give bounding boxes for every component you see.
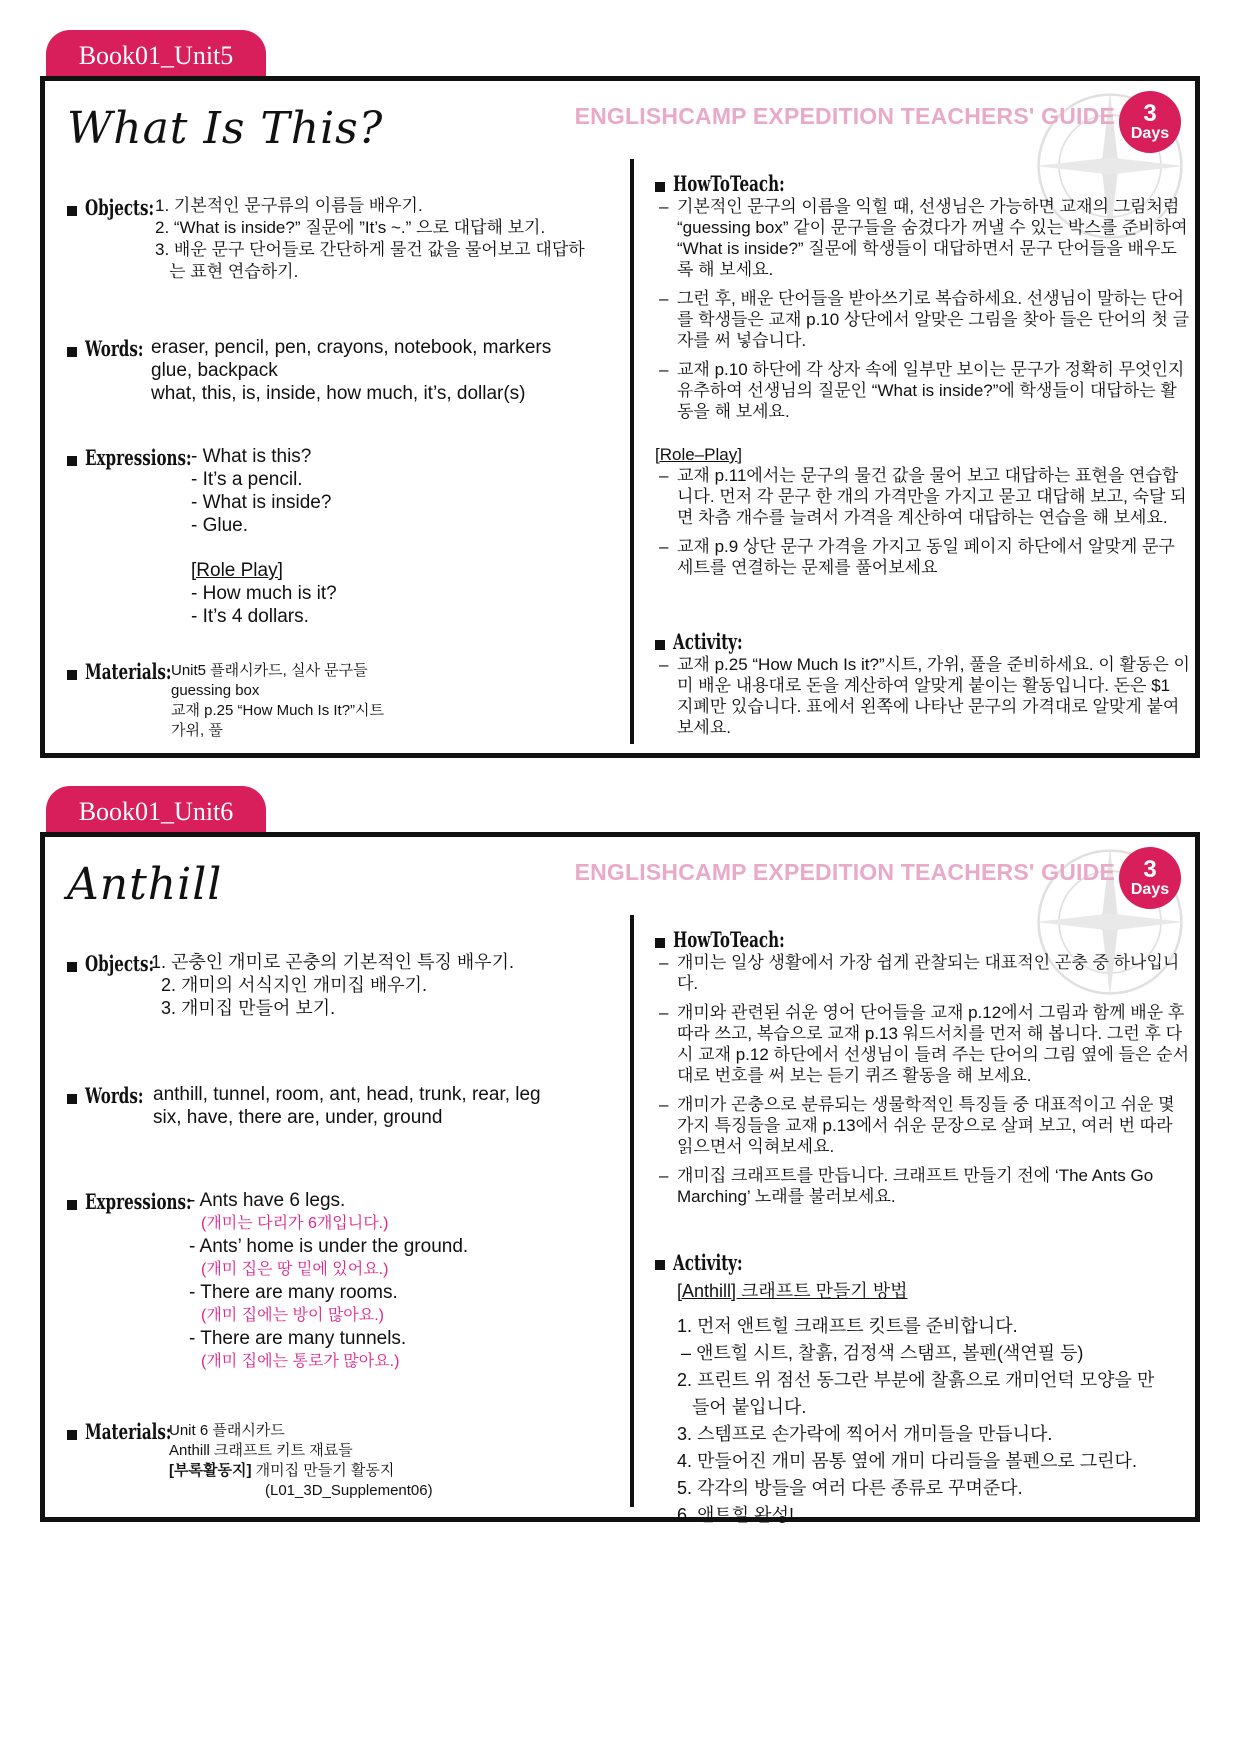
bullet-icon <box>67 206 77 216</box>
words-line: six, have, there are, under, ground <box>153 1107 443 1128</box>
expression-line: - It’s 4 dollars. <box>191 606 309 627</box>
expressions-label: Expressions: <box>85 445 192 470</box>
materials-line: 가위, 풀 <box>171 722 223 739</box>
expressions-label: Expressions: <box>85 1189 192 1214</box>
materials-label: Materials: <box>85 659 172 684</box>
bullet-icon <box>655 640 665 650</box>
activity-step: 1. 먼저 앤트힐 크래프트 킷트를 준비합니다. <box>677 1316 1018 1336</box>
list-item: – 그런 후, 배운 단어들을 받아쓰기로 복습하세요. 선생님이 말하는 단어를 학생들은 교재 p.10 상단에서 알맞은 그림을 찾아 들은 단어의 첫 글자를 써 넣습니다. <box>659 289 1190 350</box>
expression-line: - There are many tunnels. <box>189 1328 407 1349</box>
materials-line: Anthill 크래프트 키트 재료들 <box>169 1442 353 1459</box>
materials-line: Unit5 플래시카드, 실사 문구들 <box>171 662 368 679</box>
words-label: Words: <box>85 1083 144 1108</box>
activity-section <box>655 1249 1190 1529</box>
supplement-label: [부록활동지] <box>169 1462 252 1479</box>
expression-line: - There are many rooms. <box>189 1282 398 1303</box>
expression-translation: (개미 집에는 통로가 많아요.) <box>201 1353 400 1370</box>
bullet-icon <box>655 938 665 948</box>
list-item: – 개미가 곤충으로 분류되는 생물학적인 특징들 중 대표적이고 쉬운 몇 가지 특징들을 교재 p.13에서 쉬운 문장으로 살펴 보고, 여러 번 따라 읽으면서 익혀보세요. <box>659 1095 1175 1156</box>
objects-section <box>67 951 627 1023</box>
objects-line: 2. 개미의 서식지인 개미집 배우기. <box>161 975 428 995</box>
role-play-label: [Role–Play] <box>655 445 742 464</box>
activity-step: 3. 스템프로 손가락에 찍어서 개미들을 만듭니다. <box>677 1424 1053 1444</box>
expression-line: - Ants’ home is under the ground. <box>189 1236 469 1257</box>
list-item: – 교재 p.11에서는 문구의 물건 값을 물어 보고 대답하는 표현을 연습합니다. 먼저 각 문구 한 개의 가격만을 가지고 묻고 대답해 보고, 숙달 되면 차츰 개수를 늘려서 가격을 계산하여 대답하는 연습을 해 보세요. <box>659 466 1187 527</box>
words-section <box>67 336 627 408</box>
bullet-icon <box>67 1430 77 1440</box>
objects-line: 1. 곤충인 개미로 곤충의 기본적인 특징 배우기. <box>151 952 515 972</box>
column-divider <box>630 159 634 744</box>
materials-label: Materials: <box>85 1419 172 1444</box>
list-item: – 개미와 관련된 쉬운 영어 단어들을 교재 p.12에서 그림과 함께 배운 후 따라 쓰고, 복습으로 교재 p.13 워드서치를 먼저 해 봅니다. 그런 후 다시 교재 p.12 하단에서 선생님이 들려 주는 단어의 그림 옆에 들은 순서대로 번호를 써 보는 듣기 퀴즈 활동을 해 보세요. <box>659 1003 1190 1085</box>
lesson-card <box>40 76 1200 758</box>
objects-line: 3. 개미집 만들어 보기. <box>161 998 336 1018</box>
guide-banner: ENGLISHCAMP EXPEDITION TEACHERS' GUIDE <box>574 859 1115 885</box>
materials-line: Unit 6 플래시카드 <box>169 1422 285 1439</box>
lesson-title: What Is This? <box>67 103 384 154</box>
expression-line: - Glue. <box>191 515 249 536</box>
expressions-section <box>67 445 627 635</box>
objects-label: Objects: <box>85 195 155 220</box>
days-word: Days <box>1130 881 1170 898</box>
bullet-icon <box>67 347 77 357</box>
expression-line: - What is this? <box>191 446 312 467</box>
words-line: eraser, pencil, pen, crayons, notebook, markers <box>151 337 552 358</box>
lesson-title: Anthill <box>67 859 223 910</box>
role-play-label: [Role Play] <box>191 560 283 581</box>
list-item: – 개미는 일상 생활에서 가장 쉽게 관찰되는 대표적인 곤충 중 하나입니다. <box>659 953 1180 993</box>
expression-line: - Ants have 6 legs. <box>189 1190 346 1211</box>
unit-card-5 <box>40 30 1200 760</box>
days-badge <box>1119 847 1181 909</box>
days-number: 3 <box>1143 100 1157 127</box>
unit-tab: Book01_Unit6 <box>46 786 266 838</box>
activity-step: – 앤트힐 시트, 찰흙, 검정색 스탬프, 볼펜(색연필 등) <box>681 1343 1084 1363</box>
unit-card-6 <box>40 786 1200 1526</box>
materials-line: 교재 p.25 “How Much Is It?”시트 <box>171 702 385 719</box>
lesson-card <box>40 832 1200 1525</box>
materials-section <box>67 659 627 749</box>
activity-step: 6. 앤트힐 완성! <box>677 1505 794 1525</box>
howtoteach-label: HowToTeach: <box>673 171 785 196</box>
words-line: glue, backpack <box>151 360 278 381</box>
words-line: what, this, is, inside, how much, it’s, dollar(s) <box>151 383 526 404</box>
howtoteach-label: HowToTeach: <box>673 927 785 952</box>
expression-translation: (개미 집은 땅 밑에 있어요.) <box>201 1261 389 1278</box>
column-divider <box>630 915 634 1507</box>
materials-line: [부록활동지] 개미집 만들기 활동지 <box>169 1462 395 1479</box>
expression-translation: (개미는 다리가 6개입니다.) <box>201 1215 389 1232</box>
objects-line: 3. 배운 문구 단어들로 간단하게 물건 값을 물어보고 대답하 <box>155 240 585 259</box>
activity-step: 2. 프린트 위 점선 동그란 부분에 찰흙으로 개미언덕 모양을 만 <box>677 1370 1155 1390</box>
activity-label: Activity: <box>673 629 743 654</box>
objects-line: 2. “What is inside?” 질문에 ”It’s ~.” 으로 대답해 보기. <box>155 218 546 237</box>
objects-label: Objects: <box>85 951 155 976</box>
activity-label: Activity: <box>673 1250 743 1275</box>
bullet-icon <box>67 962 77 972</box>
list-item: – 교재 p.25 “How Much Is it?”시트, 가위, 풀을 준비하세요. 이 활동은 이미 배운 내용대로 돈을 계산하여 알맞게 붙이는 활동입니다. 돈은 $1 지폐만 있습니다. 표에서 왼쪽에 나타난 문구의 가격대로 알맞게 붙여 보세요. <box>659 655 1190 737</box>
materials-line: guessing box <box>171 682 260 699</box>
expressions-section <box>67 1189 627 1379</box>
materials-section <box>67 1419 627 1509</box>
words-label: Words: <box>85 336 144 361</box>
unit-tab: Book01_Unit5 <box>46 30 266 82</box>
bullet-icon <box>67 1200 77 1210</box>
bullet-icon <box>67 456 77 466</box>
activity-step: 5. 각각의 방들을 여러 다른 종류로 꾸며준다. <box>677 1478 1023 1498</box>
days-badge <box>1119 91 1181 153</box>
list-item: – 개미집 크래프트를 만듭니다. 크래프트 만들기 전에 ‘The Ants Go Marching’ 노래를 불러보세요. <box>659 1166 1154 1206</box>
expression-line: - How much is it? <box>191 583 337 604</box>
words-line: anthill, tunnel, room, ant, head, trunk, rear, leg <box>153 1084 541 1105</box>
bullet-icon <box>67 1094 77 1104</box>
guide-banner: ENGLISHCAMP EXPEDITION TEACHERS' GUIDE <box>574 103 1115 129</box>
activity-step: 들어 붙입니다. <box>677 1397 807 1417</box>
days-word: Days <box>1130 125 1170 142</box>
list-item: – 교재 p.10 하단에 각 상자 속에 일부만 보이는 문구가 정확히 무엇인지 유추하여 선생님의 질문인 “What is inside?”에 학생들이 대답하는 활동을 해 보세요. <box>659 360 1185 421</box>
days-number: 3 <box>1143 856 1157 883</box>
objects-section <box>67 195 627 285</box>
howtoteach-section <box>655 929 1190 1215</box>
materials-line: (L01_3D_Supplement06) <box>265 1482 433 1499</box>
activity-intro: [Anthill] 크래프트 만들기 방법 <box>677 1281 908 1301</box>
words-section <box>67 1083 627 1133</box>
bullet-icon <box>67 670 77 680</box>
activity-step: 4. 만들어진 개미 몸통 옆에 개미 다리들을 볼펜으로 그린다. <box>677 1451 1137 1471</box>
expression-translation: (개미 집에는 방이 많아요.) <box>201 1307 384 1324</box>
howtoteach-section <box>655 173 1190 586</box>
expression-line: - What is inside? <box>191 492 332 513</box>
bullet-icon <box>655 182 665 192</box>
list-item: – 교재 p.9 상단 문구 가격을 가지고 동일 페이지 하단에서 알맞게 문구 세트를 연결하는 문제를 풀어보세요 <box>659 537 1175 577</box>
list-item: – 기본적인 문구의 이름을 익힐 때, 선생님은 가능하면 교재의 그림처럼 “guessing box” 같이 문구들을 숨겼다가 꺼낼 수 있는 박스를 준비하여 “What is inside?” 질문에 학생들이 대답하면서 문구 단어들을 배우도록 해 보세요. <box>659 197 1188 279</box>
expression-line: - It’s a pencil. <box>191 469 303 490</box>
objects-line: 1. 기본적인 문구류의 이름들 배우기. <box>155 196 423 215</box>
objects-line: 는 표현 연습하기. <box>155 262 299 281</box>
activity-section <box>655 631 1190 746</box>
bullet-icon <box>655 1260 665 1270</box>
